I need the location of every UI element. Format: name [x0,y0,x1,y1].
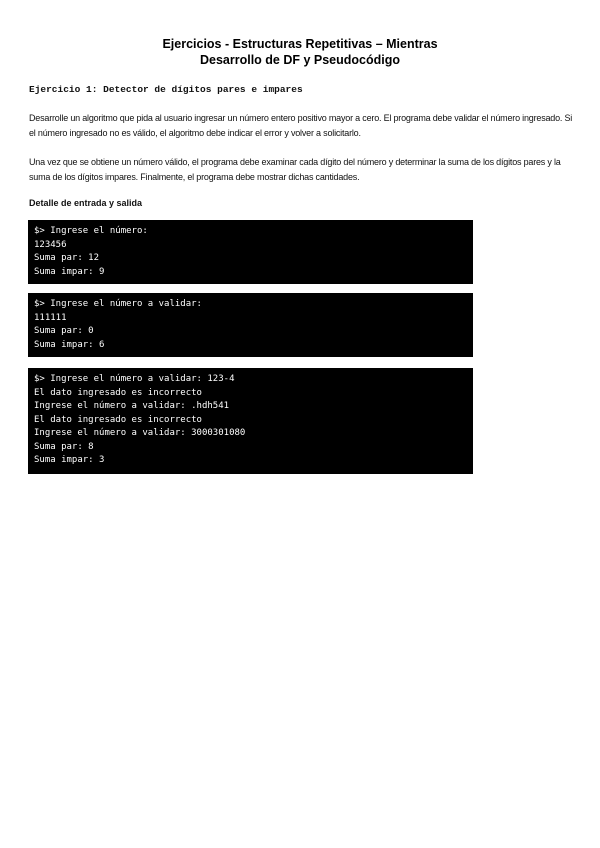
terminal-line: Suma impar: 9 [34,266,105,277]
terminal-line: $> Ingrese el número a validar: [34,299,202,309]
terminal-line: El dato ingresado es incorrecto [34,414,202,425]
terminal-example-3 [28,368,473,474]
document-subtitle: Desarrollo de DF y Pseudocódigo [199,53,401,67]
terminal-example-1 [28,220,473,284]
terminal-line: El dato ingresado es incorrecto [34,387,202,398]
terminal-line: Suma par: 12 [34,253,100,263]
exercise-heading: Ejercicio 1: Detector de dígitos pares e impares [29,84,303,95]
terminal-line: $> Ingrese el número a validar: 123-4 [34,374,235,384]
terminal-line: Suma par: 8 [34,441,94,452]
terminal-line: 111111 [34,312,67,323]
exercise-description-paragraph: Desarrolle un algoritmo que pida al usuario ingresar un número entero positivo mayor a cero. El programa debe validar el número ingresado. Si el número ingresado no es válido, el algoritmo debe indicar el error y volver a solicitarlo. [29,113,573,138]
exercise-requirements-paragraph: Una vez que se obtiene un número válido, el programa debe examinar cada dígito del número y determinar la suma de los dígitos pares y la suma de los dígitos impares. Finalmente, el programa debe mostrar dichas cantidades. [29,157,561,182]
terminal-line: Ingrese el número a validar: .hdh541 [34,401,230,411]
terminal-line: 123456 [34,239,67,250]
terminal-line: Suma par: 0 [34,326,94,336]
io-section-label: Detalle de entrada y salida [29,198,143,208]
document-title: Ejercicios - Estructuras Repetitivas – Mientras [162,37,438,51]
terminal-line: $> Ingrese el número: [34,226,148,236]
terminal-line: Suma impar: 6 [34,339,105,350]
terminal-line: Ingrese el número a validar: 3000301080 [34,428,246,438]
terminal-example-2 [28,293,473,357]
terminal-line: Suma impar: 3 [34,455,105,465]
